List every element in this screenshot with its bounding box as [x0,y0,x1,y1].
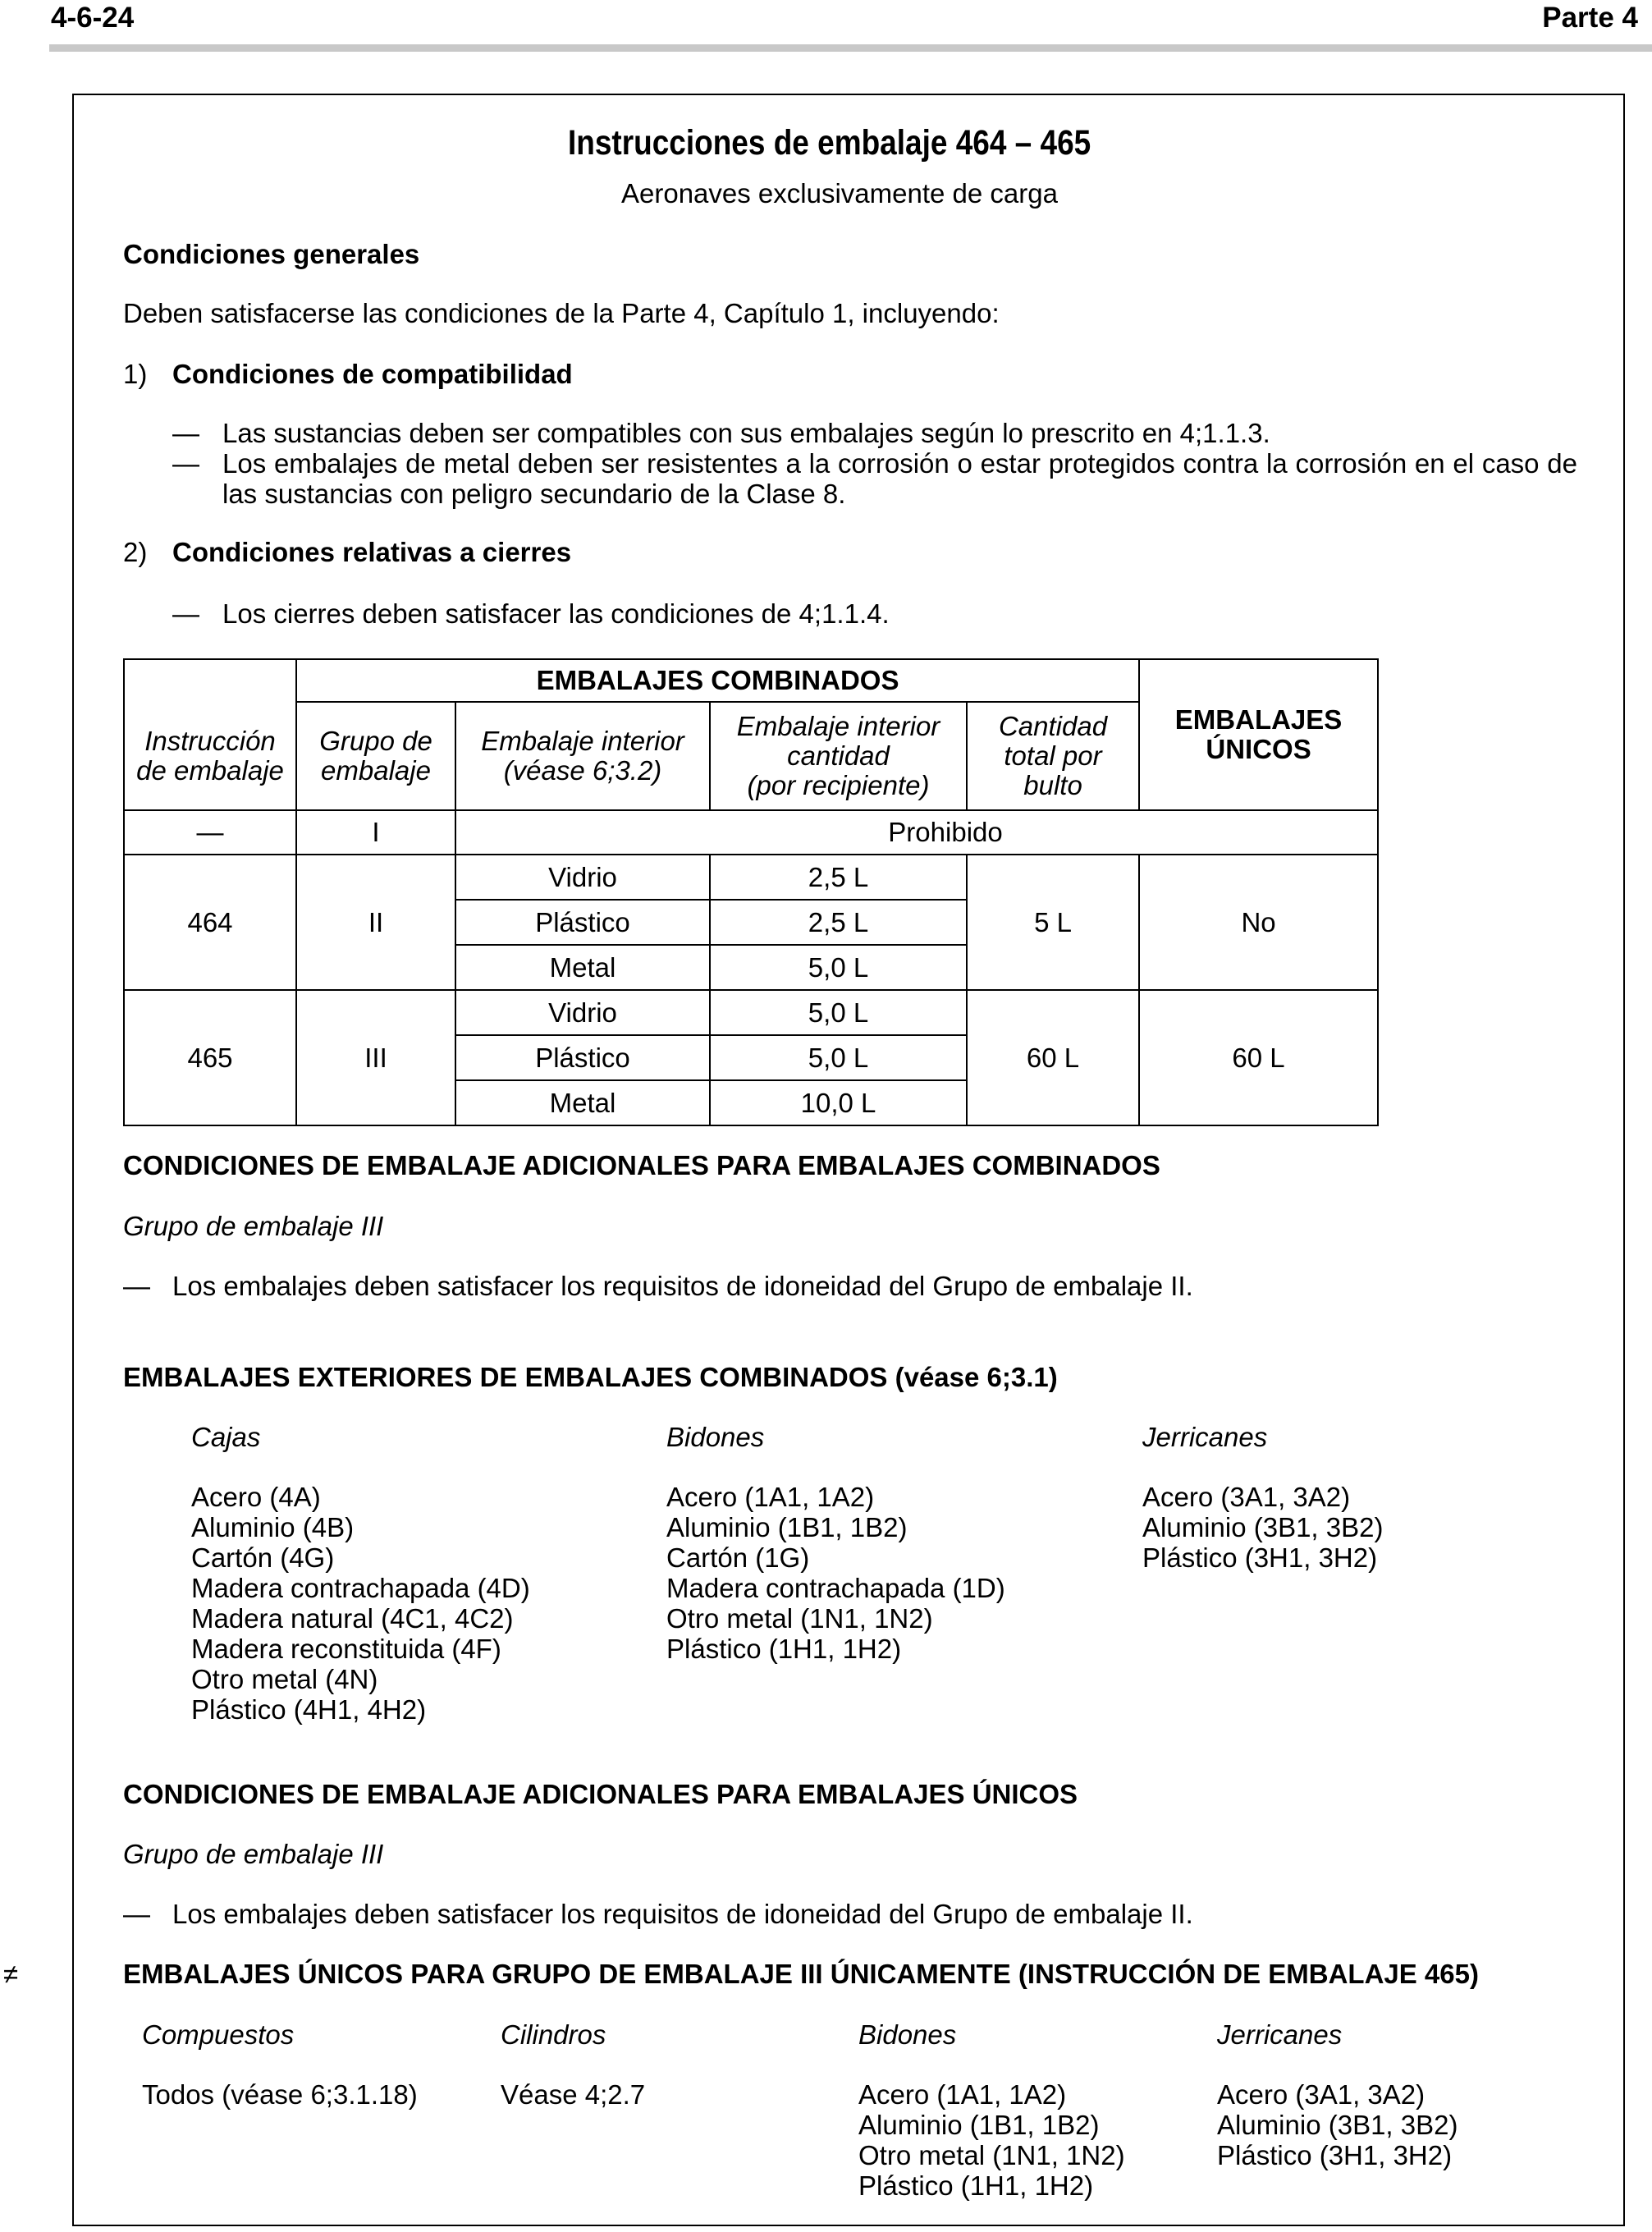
outer-col-title: Cajas [191,1422,261,1452]
dash: — [123,1271,150,1301]
single-col-list [142,2079,418,2110]
cell-inner: Vidrio [455,855,710,900]
list-item: Aluminio (1B1, 1B2) [666,1512,908,1542]
dash: — [172,418,199,448]
cell-instr: — [124,810,296,855]
list-item: Otro metal (1N1, 1N2) [666,1603,933,1634]
outer-col-title: Jerricanes [1142,1422,1268,1452]
general-heading: Condiciones generales [123,239,420,269]
cond2-title: Condiciones relativas a cierres [172,537,572,567]
single-col-title: Cilindros [501,2019,606,2050]
intro-text: Deben satisfacerse las condiciones de la Parte 4, Capítulo 1, incluyendo: [123,298,1000,328]
outer-col-list [1142,1482,1383,1573]
list-item: Plástico (3H1, 3H2) [1217,2140,1453,2170]
cell-qty: 2,5 L [710,855,967,900]
cell-qty: 10,0 L [710,1080,967,1125]
cell-inner: Metal [455,945,710,990]
list-item: Madera contrachapada (1D) [666,1573,1005,1603]
cell-qty: 2,5 L [710,900,967,945]
list-item: Cartón (4G) [191,1542,335,1573]
list-item: Cartón (1G) [666,1542,810,1573]
cell-total: 5 L [967,855,1139,990]
list-item: Plástico (3H1, 3H2) [1142,1542,1378,1573]
cell-qty: 5,0 L [710,990,967,1035]
dash: — [172,598,199,629]
cond2-item: Los cierres deben satisfacer las condiciones de 4;1.1.4. [222,598,890,629]
cell-instr: 465 [124,990,296,1125]
cell-single: 60 L [1139,990,1378,1125]
packing-table [123,658,1379,1126]
list-item: Acero (3A1, 3A2) [1217,2079,1425,2110]
cell-forbidden: Prohibido [455,810,1378,855]
col-qty-header: Embalaje interior cantidad (por recipiente) [710,702,967,810]
add-combined-heading: CONDICIONES DE EMBALAJE ADICIONALES PARA EMBALAJES COMBINADOS [123,1150,1160,1180]
cond1-number: 1) [123,359,148,389]
cell-inner: Vidrio [455,990,710,1035]
add-single-group: Grupo de embalaje III [123,1839,384,1869]
outer-col-title: Bidones [666,1422,765,1452]
single-col-list [1217,2079,1458,2170]
cell-single: No [1139,855,1378,990]
col-instr-header: Instrucción de embalaje [124,702,296,810]
header-rule [49,44,1652,52]
list-item: Plástico (1H1, 1H2) [858,2170,1094,2201]
cell-group: I [296,810,455,855]
col-group-header: Grupo de embalaje [296,702,455,810]
list-item: Todos (véase 6;3.1.18) [142,2079,418,2110]
part-label: Parte 4 [1542,2,1638,34]
page-title: Instrucciones de embalaje 464 – 465 [568,123,1091,163]
cell-inner: Metal [455,1080,710,1125]
dash: — [172,448,199,479]
table-row [124,810,1378,855]
single-col-list [858,2079,1125,2201]
page-subtitle: Aeronaves exclusivamente de carga [621,178,1058,209]
add-combined-text: Los embalajes deben satisfacer los requisitos de idoneidad del Grupo de embalaje II. [172,1271,1193,1301]
cell-inner: Plástico [455,900,710,945]
list-item: Aluminio (3B1, 3B2) [1217,2110,1458,2140]
single-col-title: Bidones [858,2019,957,2050]
col-total-header: Cantidad total por bulto [967,702,1139,810]
cell-instr: 464 [124,855,296,990]
list-item: Plástico (4H1, 4H2) [191,1694,427,1725]
list-item: Plástico (1H1, 1H2) [666,1634,902,1664]
add-combined-group: Grupo de embalaje III [123,1211,384,1241]
dash: — [123,1899,150,1929]
table-row [124,990,1378,1035]
col-single-header: EMBALAJES ÚNICOS [1139,659,1378,810]
cell-qty: 5,0 L [710,1035,967,1080]
single-col-list [501,2079,645,2110]
add-single-heading: CONDICIONES DE EMBALAJE ADICIONALES PARA EMBALAJES ÚNICOS [123,1779,1078,1809]
outer-heading: EMBALAJES EXTERIORES DE EMBALAJES COMBINADOS (véase 6;3.1) [123,1362,1058,1392]
page-number: 4-6-24 [51,2,135,34]
list-item: Véase 4;2.7 [501,2079,646,2110]
list-item: Madera contrachapada (4D) [191,1573,530,1603]
cell-qty: 5,0 L [710,945,967,990]
outer-col-list [191,1482,530,1725]
cell-group: II [296,855,455,990]
cell-total: 60 L [967,990,1139,1125]
cond1-title: Condiciones de compatibilidad [172,359,573,389]
list-item: Aluminio (4B) [191,1512,355,1542]
list-item: Otro metal (4N) [191,1664,378,1694]
cell-inner: Plástico [455,1035,710,1080]
single-only-heading: EMBALAJES ÚNICOS PARA GRUPO DE EMBALAJE III ÚNICAMENTE (INSTRUCCIÓN DE EMBALAJE 465) [123,1959,1479,1989]
add-single-text: Los embalajes deben satisfacer los requisitos de idoneidad del Grupo de embalaje II. [172,1899,1193,1929]
single-col-title: Jerricanes [1217,2019,1343,2050]
list-item: Otro metal (1N1, 1N2) [858,2140,1125,2170]
list-item: Madera reconstituida (4F) [191,1634,501,1664]
cell-group: III [296,990,455,1125]
cond2-number: 2) [123,537,148,567]
list-item: Acero (4A) [191,1482,321,1512]
list-item: Aluminio (3B1, 3B2) [1142,1512,1384,1542]
list-item: Acero (1A1, 1A2) [666,1482,875,1512]
combined-header: EMBALAJES COMBINADOS [296,659,1139,702]
list-item: Acero (3A1, 3A2) [1142,1482,1351,1512]
single-col-title: Compuestos [142,2019,295,2050]
list-item: Acero (1A1, 1A2) [858,2079,1067,2110]
col-inner-header: Embalaje interior (véase 6;3.2) [455,702,710,810]
outer-col-list [666,1482,1005,1664]
list-item: Madera natural (4C1, 4C2) [191,1603,514,1634]
cond1-item: Las sustancias deben ser compatibles con sus embalajes según lo prescrito en 4;1.1.3. [222,418,1270,448]
list-item: Aluminio (1B1, 1B2) [858,2110,1100,2140]
table-row [124,855,1378,900]
cond1-item: Los embalajes de metal deben ser resistentes a la corrosión o estar protegidos contra la corrosión en el caso de las sustancias con peligro secundario de la Clase 8. [222,448,1577,509]
revision-mark: ≠ [3,1959,19,1989]
